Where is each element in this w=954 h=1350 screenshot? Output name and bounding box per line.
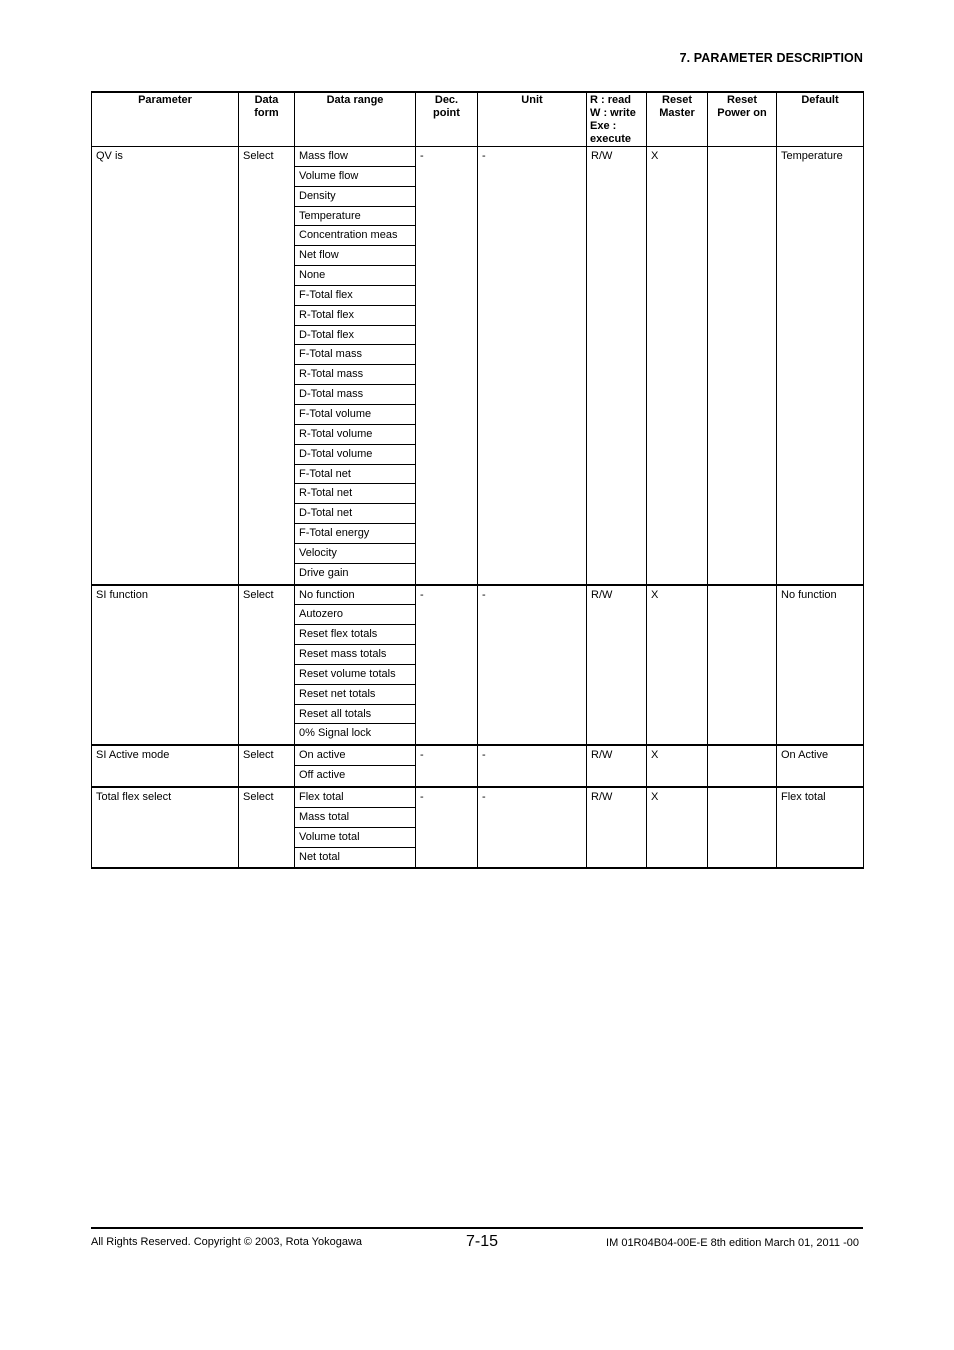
table-header-row — [92, 92, 864, 147]
cell-parameter: SI Active mode — [92, 745, 239, 787]
cell-default: Flex total — [777, 787, 864, 868]
header-default: Default — [777, 92, 864, 147]
cell-unit: - — [478, 147, 587, 585]
header-data-form: Data form — [239, 92, 295, 147]
range-option: Volume flow — [295, 167, 415, 187]
page-number: 7-15 — [466, 1233, 499, 1250]
table-row — [92, 585, 864, 746]
range-option: Net flow — [295, 246, 415, 266]
cell-dec-point: - — [416, 585, 478, 746]
range-option: R-Total mass — [295, 365, 415, 385]
range-option: 0% Signal lock — [299, 727, 372, 740]
range-option: Velocity — [295, 544, 415, 564]
cell-default: Temperature — [777, 147, 864, 585]
header-parameter: Parameter — [92, 92, 239, 147]
range-option: Reset all totals — [295, 705, 415, 725]
cell-data-form: Select — [239, 745, 295, 787]
range-option: F-Total energy — [295, 524, 415, 544]
footer-copyright: All Rights Reserved. Copyright © 2003, Rota Yokogawa — [91, 1236, 363, 1248]
range-option: Flex total — [295, 788, 415, 808]
cell-access: R/W — [587, 585, 647, 746]
header-unit: Unit — [478, 92, 587, 147]
range-option: No function — [295, 586, 415, 606]
cell-parameter: SI function — [92, 585, 239, 746]
parameter-table — [91, 91, 864, 869]
range-option: R-Total volume — [295, 425, 415, 445]
range-option: On active — [295, 746, 415, 766]
range-option: D-Total volume — [295, 445, 415, 465]
footer-rule — [91, 1227, 863, 1229]
table-row — [92, 147, 864, 585]
header-data-range: Data range — [295, 92, 416, 147]
range-option: F-Total mass — [295, 345, 415, 365]
range-option: R-Total flex — [295, 306, 415, 326]
cell-data-form: Select — [239, 585, 295, 746]
cell-data-range — [295, 787, 416, 868]
cell-data-form: Select — [239, 147, 295, 585]
cell-access: R/W — [587, 745, 647, 787]
table-row — [92, 787, 864, 868]
range-option: Volume total — [295, 828, 415, 848]
cell-unit: - — [478, 787, 587, 868]
range-option: Temperature — [295, 207, 415, 227]
range-option: Mass flow — [295, 147, 415, 167]
range-option: D-Total flex — [295, 326, 415, 346]
cell-reset-master: X — [647, 745, 708, 787]
range-option: None — [295, 266, 415, 286]
cell-data-form: Select — [239, 787, 295, 868]
cell-dec-point: - — [416, 745, 478, 787]
range-option: Reset mass totals — [295, 645, 415, 665]
range-option: Reset flex totals — [295, 625, 415, 645]
header-reset-master: Reset Master — [647, 92, 708, 147]
range-option: Drive gain — [299, 566, 349, 579]
cell-reset-power-on — [708, 787, 777, 868]
range-option: R-Total net — [295, 484, 415, 504]
footer-doc-id: IM 01R04B04-00E-E 8th edition March 01, 2011 -00 — [606, 1237, 859, 1249]
range-option: F-Total volume — [295, 405, 415, 425]
range-option: Off active — [299, 769, 346, 782]
range-option: Concentration meas — [295, 226, 415, 246]
cell-dec-point: - — [416, 147, 478, 585]
cell-data-range — [295, 585, 416, 746]
range-option: Mass total — [295, 808, 415, 828]
cell-access: R/W — [587, 787, 647, 868]
table-body — [92, 147, 864, 869]
range-option: F-Total flex — [295, 286, 415, 306]
range-option: Reset net totals — [295, 685, 415, 705]
range-option: D-Total net — [295, 504, 415, 524]
cell-reset-power-on — [708, 745, 777, 787]
table-row — [92, 745, 864, 787]
header-access: R : read W : write Exe : execute — [587, 92, 647, 147]
cell-default: No function — [777, 585, 864, 746]
range-option: D-Total mass — [295, 385, 415, 405]
cell-data-range — [295, 745, 416, 787]
range-option: Reset volume totals — [295, 665, 415, 685]
cell-reset-master: X — [647, 147, 708, 585]
cell-reset-power-on — [708, 585, 777, 746]
range-option: F-Total net — [295, 465, 415, 485]
cell-access: R/W — [587, 147, 647, 585]
header-dec-point: Dec. point — [416, 92, 478, 147]
range-option: Autozero — [295, 605, 415, 625]
header-reset-power-on: Reset Power on — [708, 92, 777, 147]
cell-parameter: Total flex select — [92, 787, 239, 868]
cell-unit: - — [478, 745, 587, 787]
range-option: Net total — [299, 850, 340, 863]
cell-reset-master: X — [647, 585, 708, 746]
cell-unit: - — [478, 585, 587, 746]
range-option: Density — [295, 187, 415, 207]
cell-reset-power-on — [708, 147, 777, 585]
cell-data-range — [295, 147, 416, 585]
cell-parameter: QV is — [92, 147, 239, 585]
cell-dec-point: - — [416, 787, 478, 868]
cell-reset-master: X — [647, 787, 708, 868]
cell-default: On Active — [777, 745, 864, 787]
section-title: 7. PARAMETER DESCRIPTION — [679, 51, 863, 65]
